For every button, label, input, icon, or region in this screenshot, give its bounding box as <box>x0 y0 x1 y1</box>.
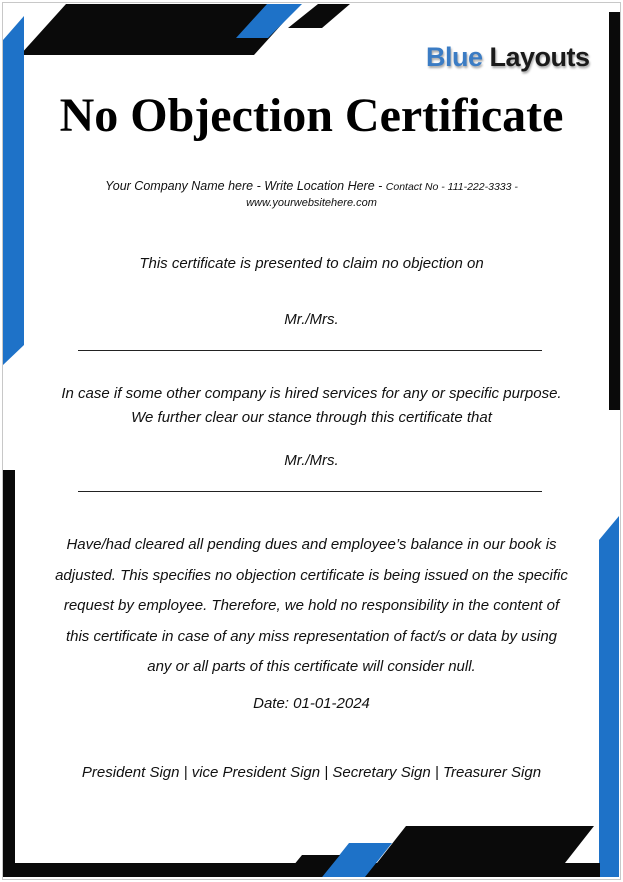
dues-line-1: Have/had cleared all pending dues and employee’s balance in our book is <box>66 536 557 553</box>
recipient-label-1: Mr./Mrs. <box>284 311 339 328</box>
recipient-label-2: Mr./Mrs. <box>284 452 339 469</box>
left-black-strip <box>3 470 15 876</box>
company-name-location: Your Company Name here - Write Location Here - <box>105 179 386 193</box>
dues-line-3: request by employee. Therefore, we hold no responsibility in the content of <box>63 597 560 614</box>
contact-label: Contact No - <box>385 181 448 193</box>
logo-word-blue: Blue <box>426 42 483 72</box>
certificate-title: No Objection Certificate <box>59 89 564 142</box>
hired-statement-line-2: We further clear our stance through this certificate that <box>131 409 492 426</box>
signature-line: President Sign | vice President Sign | Secretary Sign | Treasurer Sign <box>81 764 542 781</box>
contact-phone: 111-222-3333 - <box>447 181 518 193</box>
dues-line-5: any or all parts of this certificate will consider null. <box>147 658 476 675</box>
recipient-line-2 <box>78 491 542 492</box>
company-info-line <box>0 176 623 197</box>
certificate-date: Date: 01-01-2024 <box>253 695 370 712</box>
recipient-line-1 <box>78 350 542 351</box>
right-black-strip <box>609 12 620 410</box>
brand-logo <box>426 42 590 73</box>
logo-word-layouts: Layouts <box>489 42 590 72</box>
bottom-right-black-band <box>366 826 594 877</box>
dues-line-2: adjusted. This specifies no objection certificate is being issued on the specific <box>55 567 568 584</box>
hired-statement-line-1: In case if some other company is hired services for any or specific purpose. <box>61 385 562 402</box>
presented-statement: This certificate is presented to claim no objection on <box>139 255 484 272</box>
dues-line-4: this certificate in case of any miss representation of fact/s or data by using <box>65 628 558 645</box>
company-website: www.yourwebsitehere.com <box>246 197 377 209</box>
